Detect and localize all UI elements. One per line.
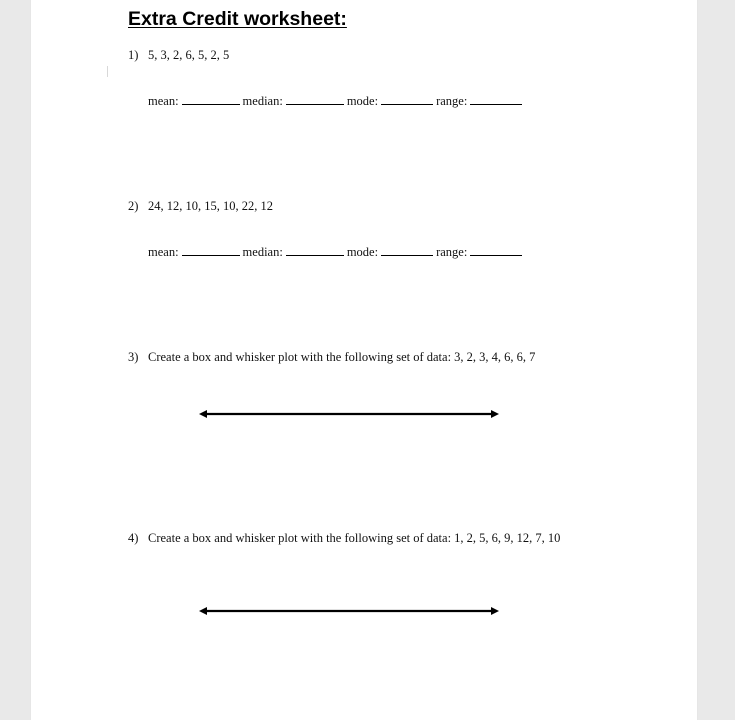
- range-label: range:: [436, 94, 468, 108]
- question-4: [128, 531, 560, 546]
- question-text: Create a box and whisker plot with the following set of data: 1, 2, 5, 6, 9, 12, 7, 10: [148, 531, 561, 545]
- left-arrowhead: [199, 607, 207, 615]
- worksheet-title: Extra Credit worksheet:: [128, 8, 347, 30]
- question-2-stats: [148, 245, 525, 260]
- question-text: Create a box and whisker plot with the following set of data: 3, 2, 3, 4, 6, 6, 7: [148, 350, 536, 364]
- median-label: median:: [242, 94, 283, 108]
- question-number: 4): [128, 531, 139, 545]
- question-text: 24, 12, 10, 15, 10, 22, 12: [148, 199, 273, 213]
- mean-label: mean:: [148, 245, 179, 259]
- mean-blank: [182, 95, 240, 105]
- question-number: 2): [128, 199, 139, 213]
- mode-label: mode:: [346, 94, 379, 108]
- median-blank: [286, 95, 344, 105]
- right-arrowhead: [491, 410, 499, 418]
- right-arrowhead: [491, 607, 499, 615]
- question-number: 3): [128, 350, 139, 364]
- mean-blank: [182, 246, 240, 256]
- mean-label: mean:: [148, 94, 179, 108]
- question-text: 5, 3, 2, 6, 5, 2, 5: [148, 48, 230, 62]
- mode-blank: [381, 95, 433, 105]
- question-3: [128, 350, 535, 365]
- question-2: [128, 199, 273, 214]
- left-arrowhead: [199, 410, 207, 418]
- question-number: 1): [128, 48, 139, 62]
- number-line-arrow: [198, 605, 500, 617]
- number-line-arrow: [198, 408, 500, 420]
- mode-blank: [381, 246, 433, 256]
- range-label: range:: [436, 245, 468, 259]
- range-blank: [470, 95, 522, 105]
- median-label: median:: [242, 245, 283, 259]
- median-blank: [286, 246, 344, 256]
- range-blank: [470, 246, 522, 256]
- text-cursor-mark: [107, 66, 108, 77]
- question-1: [128, 48, 229, 63]
- mode-label: mode:: [346, 245, 379, 259]
- question-1-stats: [148, 94, 525, 109]
